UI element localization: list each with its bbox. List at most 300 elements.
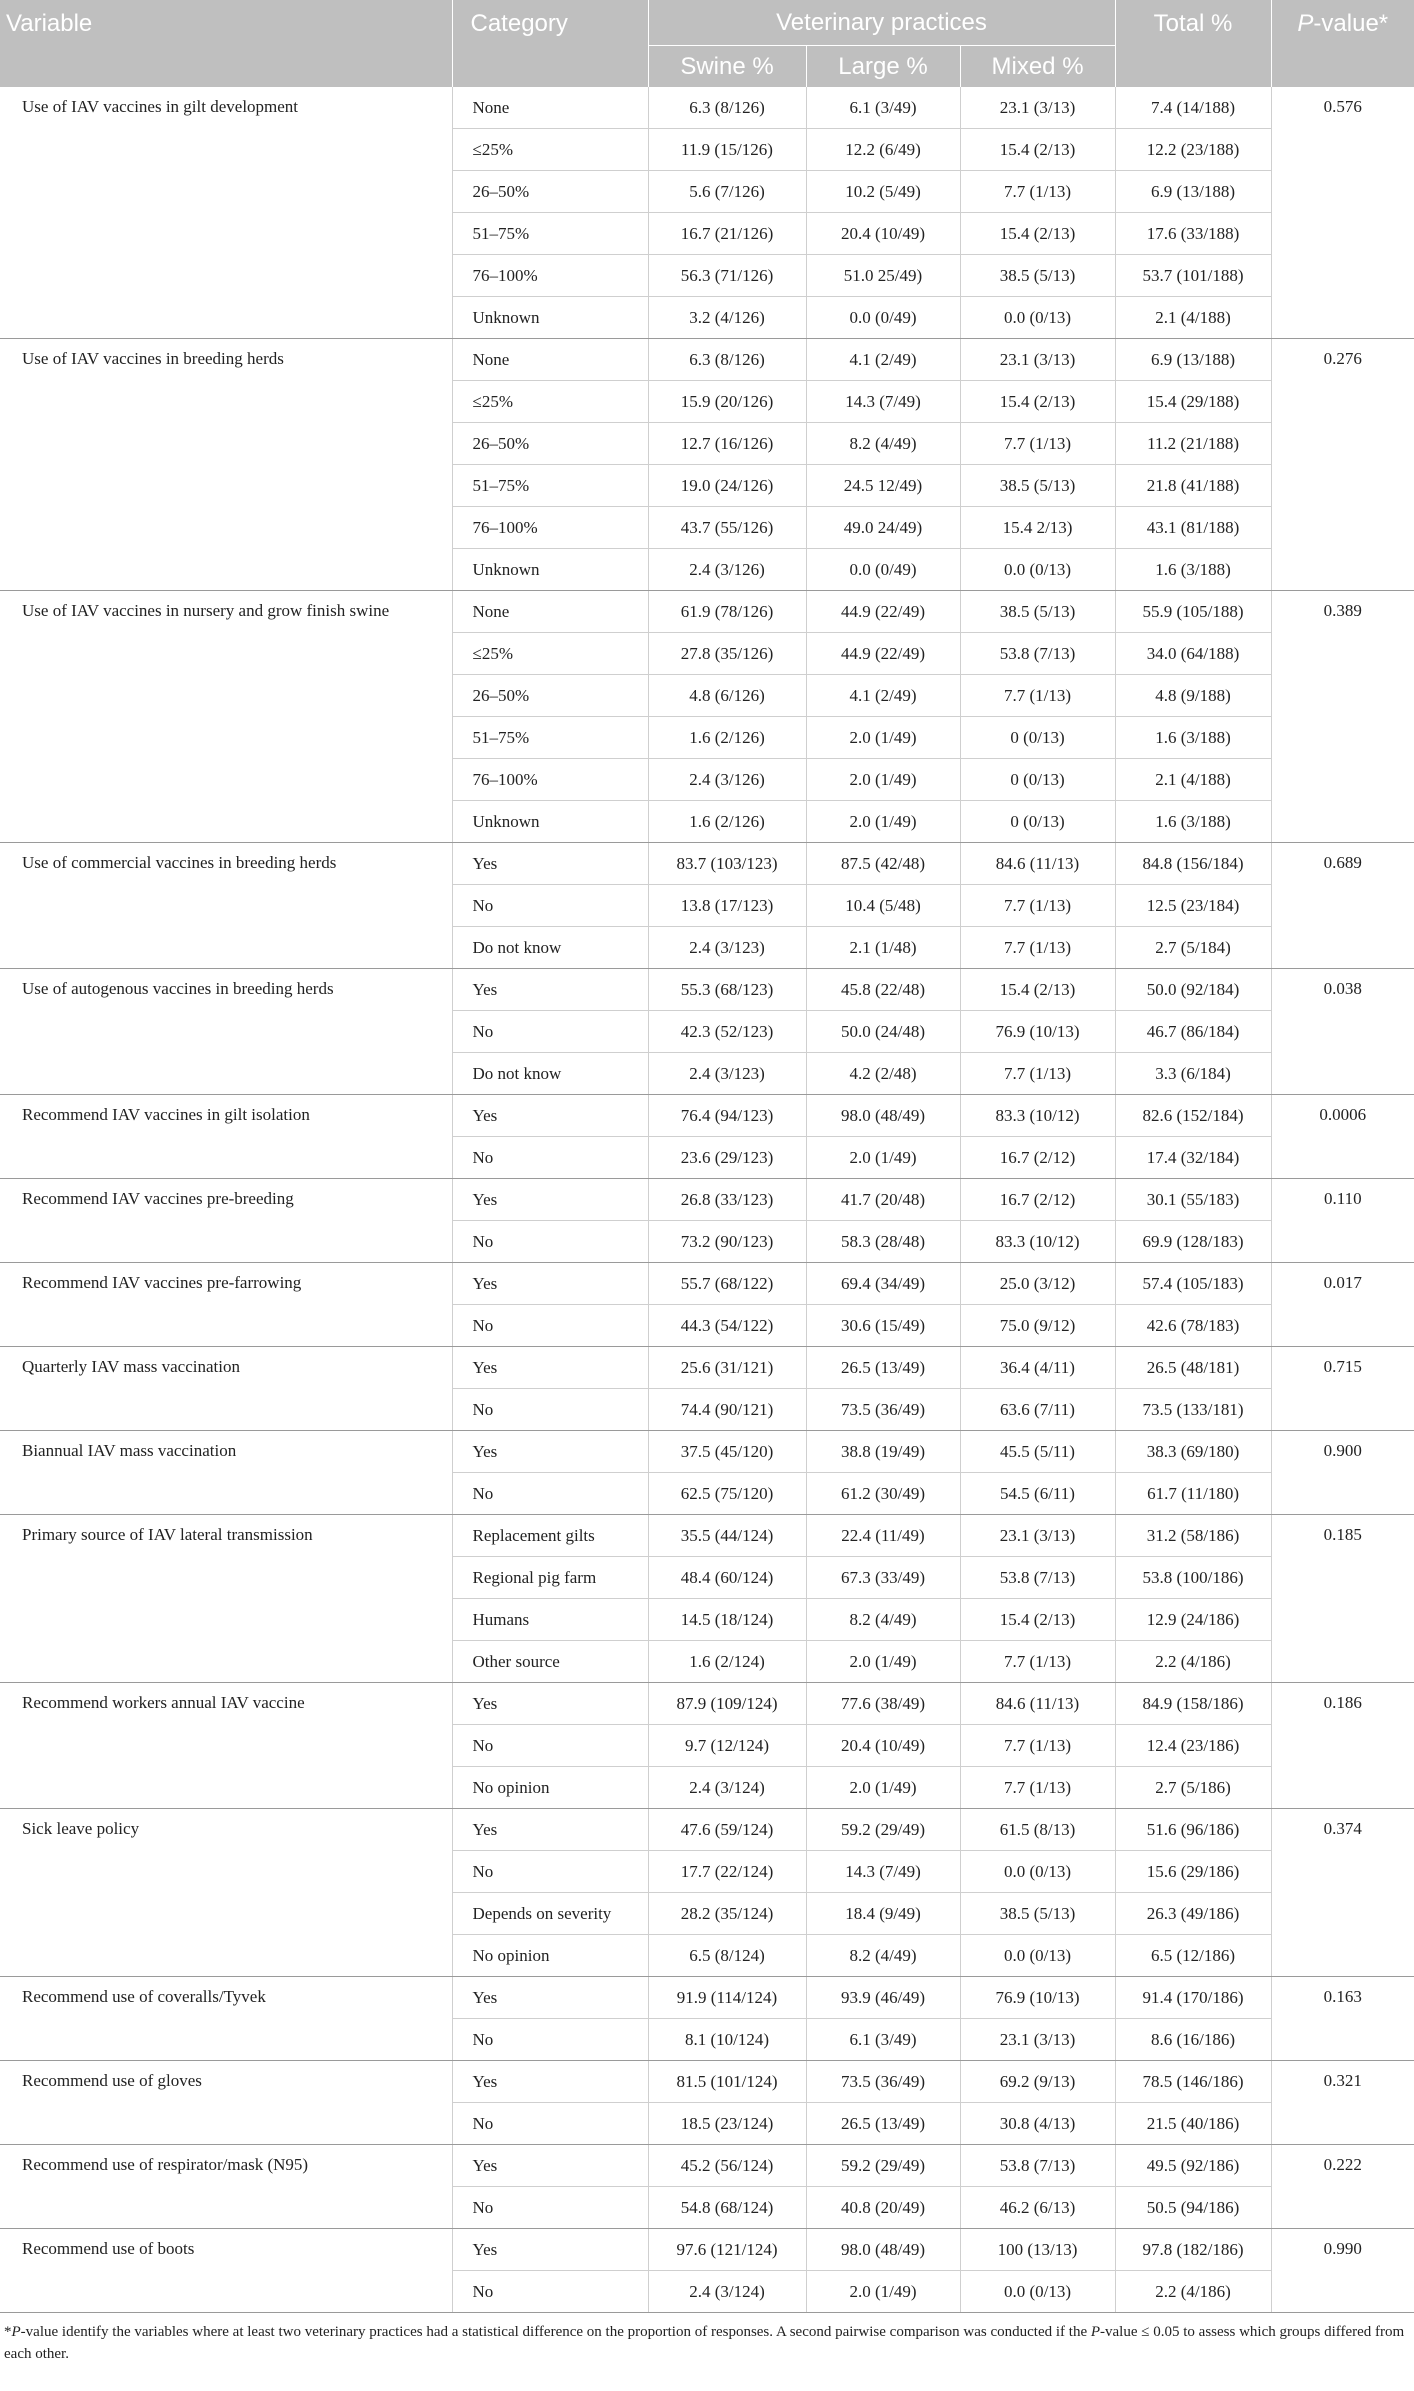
large-cell: 26.5 (13/49) xyxy=(806,2103,960,2145)
category-cell: Yes xyxy=(452,1179,648,1221)
category-cell: 26–50% xyxy=(452,675,648,717)
swine-cell: 13.8 (17/123) xyxy=(648,885,806,927)
table-row xyxy=(0,843,1414,885)
header-mixed: Mixed % xyxy=(960,46,1115,88)
mixed-cell: 46.2 (6/13) xyxy=(960,2187,1115,2229)
total-cell: 17.6 (33/188) xyxy=(1115,213,1271,255)
pvalue-cell: 0.038 xyxy=(1271,969,1414,1095)
swine-cell: 17.7 (22/124) xyxy=(648,1851,806,1893)
total-cell: 78.5 (146/186) xyxy=(1115,2061,1271,2103)
swine-cell: 3.2 (4/126) xyxy=(648,297,806,339)
mixed-cell: 0 (0/13) xyxy=(960,801,1115,843)
swine-cell: 56.3 (71/126) xyxy=(648,255,806,297)
category-cell: 51–75% xyxy=(452,213,648,255)
total-cell: 26.5 (48/181) xyxy=(1115,1347,1271,1389)
swine-cell: 62.5 (75/120) xyxy=(648,1473,806,1515)
swine-cell: 1.6 (2/124) xyxy=(648,1641,806,1683)
total-cell: 6.5 (12/186) xyxy=(1115,1935,1271,1977)
category-cell: Unknown xyxy=(452,549,648,591)
mixed-cell: 7.7 (1/13) xyxy=(960,171,1115,213)
total-cell: 30.1 (55/183) xyxy=(1115,1179,1271,1221)
pvalue-cell: 0.186 xyxy=(1271,1683,1414,1809)
total-cell: 43.1 (81/188) xyxy=(1115,507,1271,549)
table-row xyxy=(0,2145,1414,2187)
variable-cell: Sick leave policy xyxy=(0,1809,452,1977)
total-cell: 21.5 (40/186) xyxy=(1115,2103,1271,2145)
swine-cell: 97.6 (121/124) xyxy=(648,2229,806,2271)
swine-cell: 9.7 (12/124) xyxy=(648,1725,806,1767)
mixed-cell: 0.0 (0/13) xyxy=(960,297,1115,339)
large-cell: 8.2 (4/49) xyxy=(806,423,960,465)
large-cell: 73.5 (36/49) xyxy=(806,1389,960,1431)
variable-cell: Use of IAV vaccines in gilt development xyxy=(0,87,452,339)
large-cell: 2.0 (1/49) xyxy=(806,1767,960,1809)
swine-cell: 48.4 (60/124) xyxy=(648,1557,806,1599)
mixed-cell: 76.9 (10/13) xyxy=(960,1977,1115,2019)
large-cell: 44.9 (22/49) xyxy=(806,633,960,675)
swine-cell: 2.4 (3/124) xyxy=(648,1767,806,1809)
pvalue-cell: 0.110 xyxy=(1271,1179,1414,1263)
category-cell: No xyxy=(452,2187,648,2229)
header-total: Total % xyxy=(1115,0,1271,87)
total-cell: 51.6 (96/186) xyxy=(1115,1809,1271,1851)
total-cell: 69.9 (128/183) xyxy=(1115,1221,1271,1263)
category-cell: Yes xyxy=(452,1683,648,1725)
large-cell: 0.0 (0/49) xyxy=(806,297,960,339)
mixed-cell: 15.4 (2/13) xyxy=(960,213,1115,255)
variable-cell: Recommend workers annual IAV vaccine xyxy=(0,1683,452,1809)
category-cell: 76–100% xyxy=(452,255,648,297)
mixed-cell: 53.8 (7/13) xyxy=(960,1557,1115,1599)
mixed-cell: 75.0 (9/12) xyxy=(960,1305,1115,1347)
mixed-cell: 36.4 (4/11) xyxy=(960,1347,1115,1389)
large-cell: 98.0 (48/49) xyxy=(806,1095,960,1137)
total-cell: 38.3 (69/180) xyxy=(1115,1431,1271,1473)
mixed-cell: 15.4 (2/13) xyxy=(960,129,1115,171)
swine-cell: 2.4 (3/124) xyxy=(648,2271,806,2313)
total-cell: 49.5 (92/186) xyxy=(1115,2145,1271,2187)
large-cell: 40.8 (20/49) xyxy=(806,2187,960,2229)
mixed-cell: 16.7 (2/12) xyxy=(960,1179,1115,1221)
large-cell: 61.2 (30/49) xyxy=(806,1473,960,1515)
large-cell: 93.9 (46/49) xyxy=(806,1977,960,2019)
category-cell: Unknown xyxy=(452,297,648,339)
category-cell: No xyxy=(452,2271,648,2313)
total-cell: 6.9 (13/188) xyxy=(1115,171,1271,213)
mixed-cell: 7.7 (1/13) xyxy=(960,1053,1115,1095)
category-cell: Yes xyxy=(452,843,648,885)
total-cell: 1.6 (3/188) xyxy=(1115,801,1271,843)
header-category: Category xyxy=(452,0,648,87)
mixed-cell: 23.1 (3/13) xyxy=(960,87,1115,129)
swine-cell: 55.3 (68/123) xyxy=(648,969,806,1011)
footnote-text-2: -value ≤ 0.05 to assess which groups differed from each other. xyxy=(4,2324,1405,2362)
category-cell: 26–50% xyxy=(452,423,648,465)
mixed-cell: 69.2 (9/13) xyxy=(960,2061,1115,2103)
variable-cell: Use of commercial vaccines in breeding herds xyxy=(0,843,452,969)
swine-cell: 11.9 (15/126) xyxy=(648,129,806,171)
swine-cell: 8.1 (10/124) xyxy=(648,2019,806,2061)
pvalue-cell: 0.689 xyxy=(1271,843,1414,969)
category-cell: No opinion xyxy=(452,1935,648,1977)
mixed-cell: 23.1 (3/13) xyxy=(960,2019,1115,2061)
category-cell: None xyxy=(452,87,648,129)
category-cell: Do not know xyxy=(452,1053,648,1095)
category-cell: 26–50% xyxy=(452,171,648,213)
total-cell: 4.8 (9/188) xyxy=(1115,675,1271,717)
header-large: Large % xyxy=(806,46,960,88)
total-cell: 1.6 (3/188) xyxy=(1115,549,1271,591)
large-cell: 2.0 (1/49) xyxy=(806,1641,960,1683)
footnote xyxy=(0,2313,1414,2365)
table-row xyxy=(0,1809,1414,1851)
large-cell: 38.8 (19/49) xyxy=(806,1431,960,1473)
total-cell: 82.6 (152/184) xyxy=(1115,1095,1271,1137)
large-cell: 18.4 (9/49) xyxy=(806,1893,960,1935)
large-cell: 67.3 (33/49) xyxy=(806,1557,960,1599)
large-cell: 6.1 (3/49) xyxy=(806,87,960,129)
mixed-cell: 63.6 (7/11) xyxy=(960,1389,1115,1431)
table-row xyxy=(0,1179,1414,1221)
swine-cell: 45.2 (56/124) xyxy=(648,2145,806,2187)
total-cell: 8.6 (16/186) xyxy=(1115,2019,1271,2061)
category-cell: ≤25% xyxy=(452,381,648,423)
category-cell: No xyxy=(452,1221,648,1263)
swine-cell: 4.8 (6/126) xyxy=(648,675,806,717)
table-row xyxy=(0,87,1414,129)
mixed-cell: 76.9 (10/13) xyxy=(960,1011,1115,1053)
category-cell: Yes xyxy=(452,1347,648,1389)
mixed-cell: 7.7 (1/13) xyxy=(960,423,1115,465)
swine-cell: 6.3 (8/126) xyxy=(648,87,806,129)
total-cell: 50.5 (94/186) xyxy=(1115,2187,1271,2229)
mixed-cell: 53.8 (7/13) xyxy=(960,633,1115,675)
total-cell: 12.4 (23/186) xyxy=(1115,1725,1271,1767)
table-row xyxy=(0,591,1414,633)
category-cell: No xyxy=(452,2019,648,2061)
large-cell: 2.0 (1/49) xyxy=(806,717,960,759)
mixed-cell: 15.4 (2/13) xyxy=(960,1599,1115,1641)
variable-cell: Use of IAV vaccines in nursery and grow finish swine xyxy=(0,591,452,843)
pvalue-cell: 0.185 xyxy=(1271,1515,1414,1683)
category-cell: Yes xyxy=(452,2061,648,2103)
large-cell: 4.2 (2/48) xyxy=(806,1053,960,1095)
large-cell: 2.0 (1/49) xyxy=(806,801,960,843)
mixed-cell: 45.5 (5/11) xyxy=(960,1431,1115,1473)
mixed-cell: 38.5 (5/13) xyxy=(960,255,1115,297)
swine-cell: 73.2 (90/123) xyxy=(648,1221,806,1263)
swine-cell: 6.3 (8/126) xyxy=(648,339,806,381)
total-cell: 26.3 (49/186) xyxy=(1115,1893,1271,1935)
total-cell: 53.8 (100/186) xyxy=(1115,1557,1271,1599)
mixed-cell: 83.3 (10/12) xyxy=(960,1095,1115,1137)
large-cell: 6.1 (3/49) xyxy=(806,2019,960,2061)
category-cell: Yes xyxy=(452,1431,648,1473)
variable-cell: Quarterly IAV mass vaccination xyxy=(0,1347,452,1431)
mixed-cell: 7.7 (1/13) xyxy=(960,1641,1115,1683)
pvalue-cell: 0.163 xyxy=(1271,1977,1414,2061)
header-pvalue-p: P xyxy=(1297,10,1314,37)
large-cell: 69.4 (34/49) xyxy=(806,1263,960,1305)
mixed-cell: 53.8 (7/13) xyxy=(960,2145,1115,2187)
category-cell: No xyxy=(452,1725,648,1767)
large-cell: 14.3 (7/49) xyxy=(806,381,960,423)
mixed-cell: 7.7 (1/13) xyxy=(960,927,1115,969)
swine-cell: 47.6 (59/124) xyxy=(648,1809,806,1851)
variable-cell: Recommend IAV vaccines pre-farrowing xyxy=(0,1263,452,1347)
category-cell: Yes xyxy=(452,969,648,1011)
table-row xyxy=(0,1515,1414,1557)
total-cell: 6.9 (13/188) xyxy=(1115,339,1271,381)
pvalue-cell: 0.715 xyxy=(1271,1347,1414,1431)
swine-cell: 25.6 (31/121) xyxy=(648,1347,806,1389)
mixed-cell: 30.8 (4/13) xyxy=(960,2103,1115,2145)
total-cell: 91.4 (170/186) xyxy=(1115,1977,1271,2019)
category-cell: ≤25% xyxy=(452,633,648,675)
swine-cell: 2.4 (3/123) xyxy=(648,1053,806,1095)
large-cell: 44.9 (22/49) xyxy=(806,591,960,633)
mixed-cell: 25.0 (3/12) xyxy=(960,1263,1115,1305)
table-row xyxy=(0,1977,1414,2019)
total-cell: 2.7 (5/186) xyxy=(1115,1767,1271,1809)
category-cell: No xyxy=(452,2103,648,2145)
mixed-cell: 0.0 (0/13) xyxy=(960,2271,1115,2313)
total-cell: 97.8 (182/186) xyxy=(1115,2229,1271,2271)
variable-cell: Use of autogenous vaccines in breeding herds xyxy=(0,969,452,1095)
header-swine: Swine % xyxy=(648,46,806,88)
total-cell: 57.4 (105/183) xyxy=(1115,1263,1271,1305)
category-cell: No xyxy=(452,1011,648,1053)
swine-cell: 87.9 (109/124) xyxy=(648,1683,806,1725)
mixed-cell: 0 (0/13) xyxy=(960,759,1115,801)
large-cell: 2.0 (1/49) xyxy=(806,2271,960,2313)
swine-cell: 35.5 (44/124) xyxy=(648,1515,806,1557)
total-cell: 15.6 (29/186) xyxy=(1115,1851,1271,1893)
category-cell: Other source xyxy=(452,1641,648,1683)
header-pvalue xyxy=(1271,0,1414,87)
total-cell: 17.4 (32/184) xyxy=(1115,1137,1271,1179)
swine-cell: 54.8 (68/124) xyxy=(648,2187,806,2229)
table-header xyxy=(0,0,1414,87)
large-cell: 10.2 (5/49) xyxy=(806,171,960,213)
mixed-cell: 15.4 2/13) xyxy=(960,507,1115,549)
variable-cell: Recommend use of boots xyxy=(0,2229,452,2313)
category-cell: Do not know xyxy=(452,927,648,969)
table-row xyxy=(0,2229,1414,2271)
large-cell: 2.0 (1/49) xyxy=(806,759,960,801)
category-cell: No xyxy=(452,1851,648,1893)
category-cell: 51–75% xyxy=(452,465,648,507)
swine-cell: 74.4 (90/121) xyxy=(648,1389,806,1431)
swine-cell: 2.4 (3/126) xyxy=(648,759,806,801)
mixed-cell: 0.0 (0/13) xyxy=(960,549,1115,591)
pvalue-cell: 0.017 xyxy=(1271,1263,1414,1347)
header-pvalue-rest: -value* xyxy=(1313,10,1389,37)
mixed-cell: 7.7 (1/13) xyxy=(960,675,1115,717)
swine-cell: 18.5 (23/124) xyxy=(648,2103,806,2145)
category-cell: Yes xyxy=(452,1263,648,1305)
large-cell: 87.5 (42/48) xyxy=(806,843,960,885)
category-cell: Yes xyxy=(452,1095,648,1137)
large-cell: 2.1 (1/48) xyxy=(806,927,960,969)
large-cell: 10.4 (5/48) xyxy=(806,885,960,927)
large-cell: 77.6 (38/49) xyxy=(806,1683,960,1725)
mixed-cell: 23.1 (3/13) xyxy=(960,339,1115,381)
pvalue-cell: 0.900 xyxy=(1271,1431,1414,1515)
variable-cell: Biannual IAV mass vaccination xyxy=(0,1431,452,1515)
category-cell: Replacement gilts xyxy=(452,1515,648,1557)
mixed-cell: 38.5 (5/13) xyxy=(960,1893,1115,1935)
mixed-cell: 7.7 (1/13) xyxy=(960,1767,1115,1809)
swine-cell: 44.3 (54/122) xyxy=(648,1305,806,1347)
category-cell: None xyxy=(452,339,648,381)
total-cell: 50.0 (92/184) xyxy=(1115,969,1271,1011)
swine-cell: 1.6 (2/126) xyxy=(648,717,806,759)
category-cell: No opinion xyxy=(452,1767,648,1809)
large-cell: 30.6 (15/49) xyxy=(806,1305,960,1347)
variable-cell: Recommend use of gloves xyxy=(0,2061,452,2145)
total-cell: 73.5 (133/181) xyxy=(1115,1389,1271,1431)
swine-cell: 55.7 (68/122) xyxy=(648,1263,806,1305)
swine-cell: 28.2 (35/124) xyxy=(648,1893,806,1935)
mixed-cell: 7.7 (1/13) xyxy=(960,1725,1115,1767)
large-cell: 22.4 (11/49) xyxy=(806,1515,960,1557)
mixed-cell: 15.4 (2/13) xyxy=(960,969,1115,1011)
pvalue-cell: 0.374 xyxy=(1271,1809,1414,1977)
swine-cell: 6.5 (8/124) xyxy=(648,1935,806,1977)
footnote-p: P xyxy=(11,2324,21,2340)
mixed-cell: 84.6 (11/13) xyxy=(960,1683,1115,1725)
large-cell: 8.2 (4/49) xyxy=(806,1935,960,1977)
swine-cell: 42.3 (52/123) xyxy=(648,1011,806,1053)
table-body xyxy=(0,87,1414,2313)
large-cell: 4.1 (2/49) xyxy=(806,675,960,717)
swine-cell: 76.4 (94/123) xyxy=(648,1095,806,1137)
pvalue-cell: 0.389 xyxy=(1271,591,1414,843)
category-cell: Humans xyxy=(452,1599,648,1641)
large-cell: 50.0 (24/48) xyxy=(806,1011,960,1053)
total-cell: 2.1 (4/188) xyxy=(1115,759,1271,801)
mixed-cell: 15.4 (2/13) xyxy=(960,381,1115,423)
large-cell: 8.2 (4/49) xyxy=(806,1599,960,1641)
total-cell: 12.9 (24/186) xyxy=(1115,1599,1271,1641)
mixed-cell: 0 (0/13) xyxy=(960,717,1115,759)
large-cell: 2.0 (1/49) xyxy=(806,1137,960,1179)
mixed-cell: 83.3 (10/12) xyxy=(960,1221,1115,1263)
mixed-cell: 100 (13/13) xyxy=(960,2229,1115,2271)
table-row xyxy=(0,1347,1414,1389)
category-cell: ≤25% xyxy=(452,129,648,171)
large-cell: 49.0 24/49) xyxy=(806,507,960,549)
mixed-cell: 84.6 (11/13) xyxy=(960,843,1115,885)
total-cell: 34.0 (64/188) xyxy=(1115,633,1271,675)
header-veterinary-practices: Veterinary practices xyxy=(648,0,1115,46)
header-variable: Variable xyxy=(0,0,452,87)
swine-cell: 15.9 (20/126) xyxy=(648,381,806,423)
pvalue-cell: 0.321 xyxy=(1271,2061,1414,2145)
large-cell: 0.0 (0/49) xyxy=(806,549,960,591)
total-cell: 84.9 (158/186) xyxy=(1115,1683,1271,1725)
mixed-cell: 38.5 (5/13) xyxy=(960,591,1115,633)
total-cell: 1.6 (3/188) xyxy=(1115,717,1271,759)
total-cell: 84.8 (156/184) xyxy=(1115,843,1271,885)
category-cell: 51–75% xyxy=(452,717,648,759)
footnote-star: * xyxy=(4,2324,12,2340)
category-cell: None xyxy=(452,591,648,633)
category-cell: Yes xyxy=(452,2229,648,2271)
total-cell: 12.2 (23/188) xyxy=(1115,129,1271,171)
table-row xyxy=(0,1683,1414,1725)
large-cell: 59.2 (29/49) xyxy=(806,1809,960,1851)
table-row xyxy=(0,1095,1414,1137)
total-cell: 61.7 (11/180) xyxy=(1115,1473,1271,1515)
category-cell: No xyxy=(452,1473,648,1515)
variable-cell: Use of IAV vaccines in breeding herds xyxy=(0,339,452,591)
large-cell: 24.5 12/49) xyxy=(806,465,960,507)
swine-cell: 27.8 (35/126) xyxy=(648,633,806,675)
total-cell: 7.4 (14/188) xyxy=(1115,87,1271,129)
total-cell: 2.2 (4/186) xyxy=(1115,2271,1271,2313)
category-cell: Regional pig farm xyxy=(452,1557,648,1599)
category-cell: 76–100% xyxy=(452,759,648,801)
large-cell: 51.0 25/49) xyxy=(806,255,960,297)
swine-cell: 23.6 (29/123) xyxy=(648,1137,806,1179)
footnote-text-1: -value identify the variables where at least two veterinary practices had a statistical difference on the proportion of responses. A second pairwise comparison was conducted if the xyxy=(20,2324,1091,2340)
variable-cell: Primary source of IAV lateral transmission xyxy=(0,1515,452,1683)
swine-cell: 19.0 (24/126) xyxy=(648,465,806,507)
footnote-p-2: P xyxy=(1090,2324,1101,2340)
large-cell: 26.5 (13/49) xyxy=(806,1347,960,1389)
table-row xyxy=(0,2061,1414,2103)
variable-cell: Recommend IAV vaccines in gilt isolation xyxy=(0,1095,452,1179)
large-cell: 14.3 (7/49) xyxy=(806,1851,960,1893)
swine-cell: 5.6 (7/126) xyxy=(648,171,806,213)
pvalue-cell: 0.0006 xyxy=(1271,1095,1414,1179)
total-cell: 2.7 (5/184) xyxy=(1115,927,1271,969)
swine-cell: 2.4 (3/123) xyxy=(648,927,806,969)
swine-cell: 61.9 (78/126) xyxy=(648,591,806,633)
total-cell: 15.4 (29/188) xyxy=(1115,381,1271,423)
large-cell: 4.1 (2/49) xyxy=(806,339,960,381)
mixed-cell: 54.5 (6/11) xyxy=(960,1473,1115,1515)
variable-cell: Recommend use of coveralls/Tyvek xyxy=(0,1977,452,2061)
large-cell: 20.4 (10/49) xyxy=(806,213,960,255)
swine-cell: 91.9 (114/124) xyxy=(648,1977,806,2019)
total-cell: 12.5 (23/184) xyxy=(1115,885,1271,927)
mixed-cell: 38.5 (5/13) xyxy=(960,465,1115,507)
category-cell: Unknown xyxy=(452,801,648,843)
large-cell: 73.5 (36/49) xyxy=(806,2061,960,2103)
total-cell: 11.2 (21/188) xyxy=(1115,423,1271,465)
pvalue-cell: 0.576 xyxy=(1271,87,1414,339)
swine-cell: 83.7 (103/123) xyxy=(648,843,806,885)
table-row xyxy=(0,339,1414,381)
swine-cell: 37.5 (45/120) xyxy=(648,1431,806,1473)
category-cell: No xyxy=(452,1389,648,1431)
table-row xyxy=(0,1263,1414,1305)
total-cell: 2.1 (4/188) xyxy=(1115,297,1271,339)
category-cell: No xyxy=(452,885,648,927)
mixed-cell: 0.0 (0/13) xyxy=(960,1851,1115,1893)
swine-cell: 16.7 (21/126) xyxy=(648,213,806,255)
large-cell: 41.7 (20/48) xyxy=(806,1179,960,1221)
large-cell: 98.0 (48/49) xyxy=(806,2229,960,2271)
total-cell: 42.6 (78/183) xyxy=(1115,1305,1271,1347)
category-cell: Yes xyxy=(452,2145,648,2187)
mixed-cell: 61.5 (8/13) xyxy=(960,1809,1115,1851)
table-row xyxy=(0,1431,1414,1473)
category-cell: Depends on severity xyxy=(452,1893,648,1935)
